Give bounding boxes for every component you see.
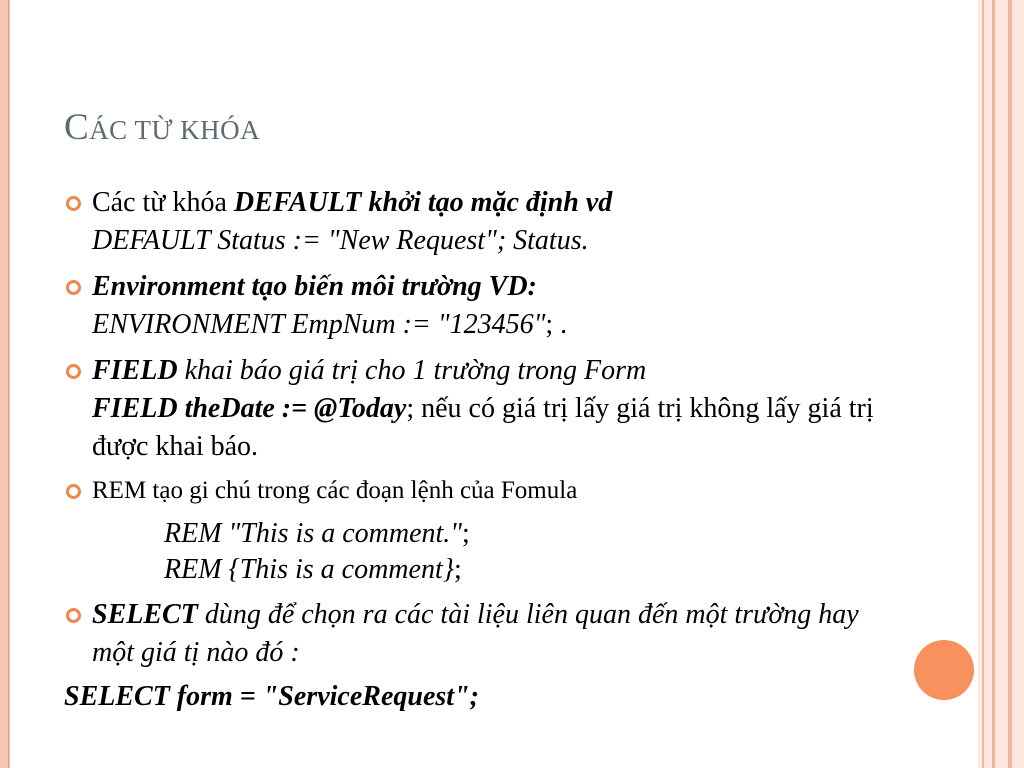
item-example: DEFAULT Status := "New Request"; Status. <box>92 225 589 256</box>
right-stripe <box>1008 0 1012 768</box>
rem-code: REM {This is a comment} <box>164 554 454 585</box>
item-text: dùng để chọn ra các tài liệu liên quan đến một trường hay một giá tị nào đó : <box>92 599 859 668</box>
item-example: ENVIRONMENT EmpNum := "123456" <box>92 309 546 340</box>
bullet-item-environment <box>64 268 874 344</box>
right-border-decoration <box>978 0 1024 768</box>
item-text: khai báo giá trị cho 1 trường trong Form <box>177 355 647 386</box>
rem-end: ; <box>453 554 462 585</box>
decorative-circle <box>914 640 974 700</box>
title-rest: ÁC TỪ KHÓA <box>89 115 261 145</box>
bullet-icon <box>66 484 81 499</box>
left-border-decoration <box>0 0 10 768</box>
bullet-icon <box>66 608 81 623</box>
rem-code: REM "This is a comment." <box>164 518 463 549</box>
title-initial: C <box>64 107 90 148</box>
item-keyword: SELECT <box>92 599 198 630</box>
bullet-icon <box>66 280 81 295</box>
rem-end: ; <box>462 518 470 549</box>
slide-content <box>64 184 874 680</box>
bullet-item-rem <box>64 474 874 508</box>
item-example: FIELD theDate := @Today <box>92 393 407 424</box>
rem-example-line <box>64 552 874 588</box>
item-text: ; . <box>545 309 568 340</box>
bullet-item-select <box>64 596 874 672</box>
bullet-icon <box>66 364 81 379</box>
bullet-item-field <box>64 352 874 466</box>
bullet-icon <box>66 196 81 211</box>
right-stripe <box>982 0 984 768</box>
item-text: REM tạo gi chú trong các đoạn lệnh của Fomula <box>92 477 578 504</box>
bullet-item-default <box>64 184 874 260</box>
right-stripe <box>992 0 995 768</box>
item-keyword: Environment tạo biến môi trường VD: <box>92 271 537 302</box>
slide-title <box>64 106 260 149</box>
select-example-line: SELECT form = "ServiceRequest"; <box>64 681 479 712</box>
item-text: Các từ khóa <box>92 187 234 218</box>
item-text: ; nếu có giá trị lấy giá trị không lấy giá trị được khai báo. <box>92 393 874 462</box>
rem-example-line <box>64 516 874 552</box>
item-keyword: DEFAULT khởi tạo mặc định vd <box>233 187 613 218</box>
item-keyword: FIELD <box>92 355 178 386</box>
